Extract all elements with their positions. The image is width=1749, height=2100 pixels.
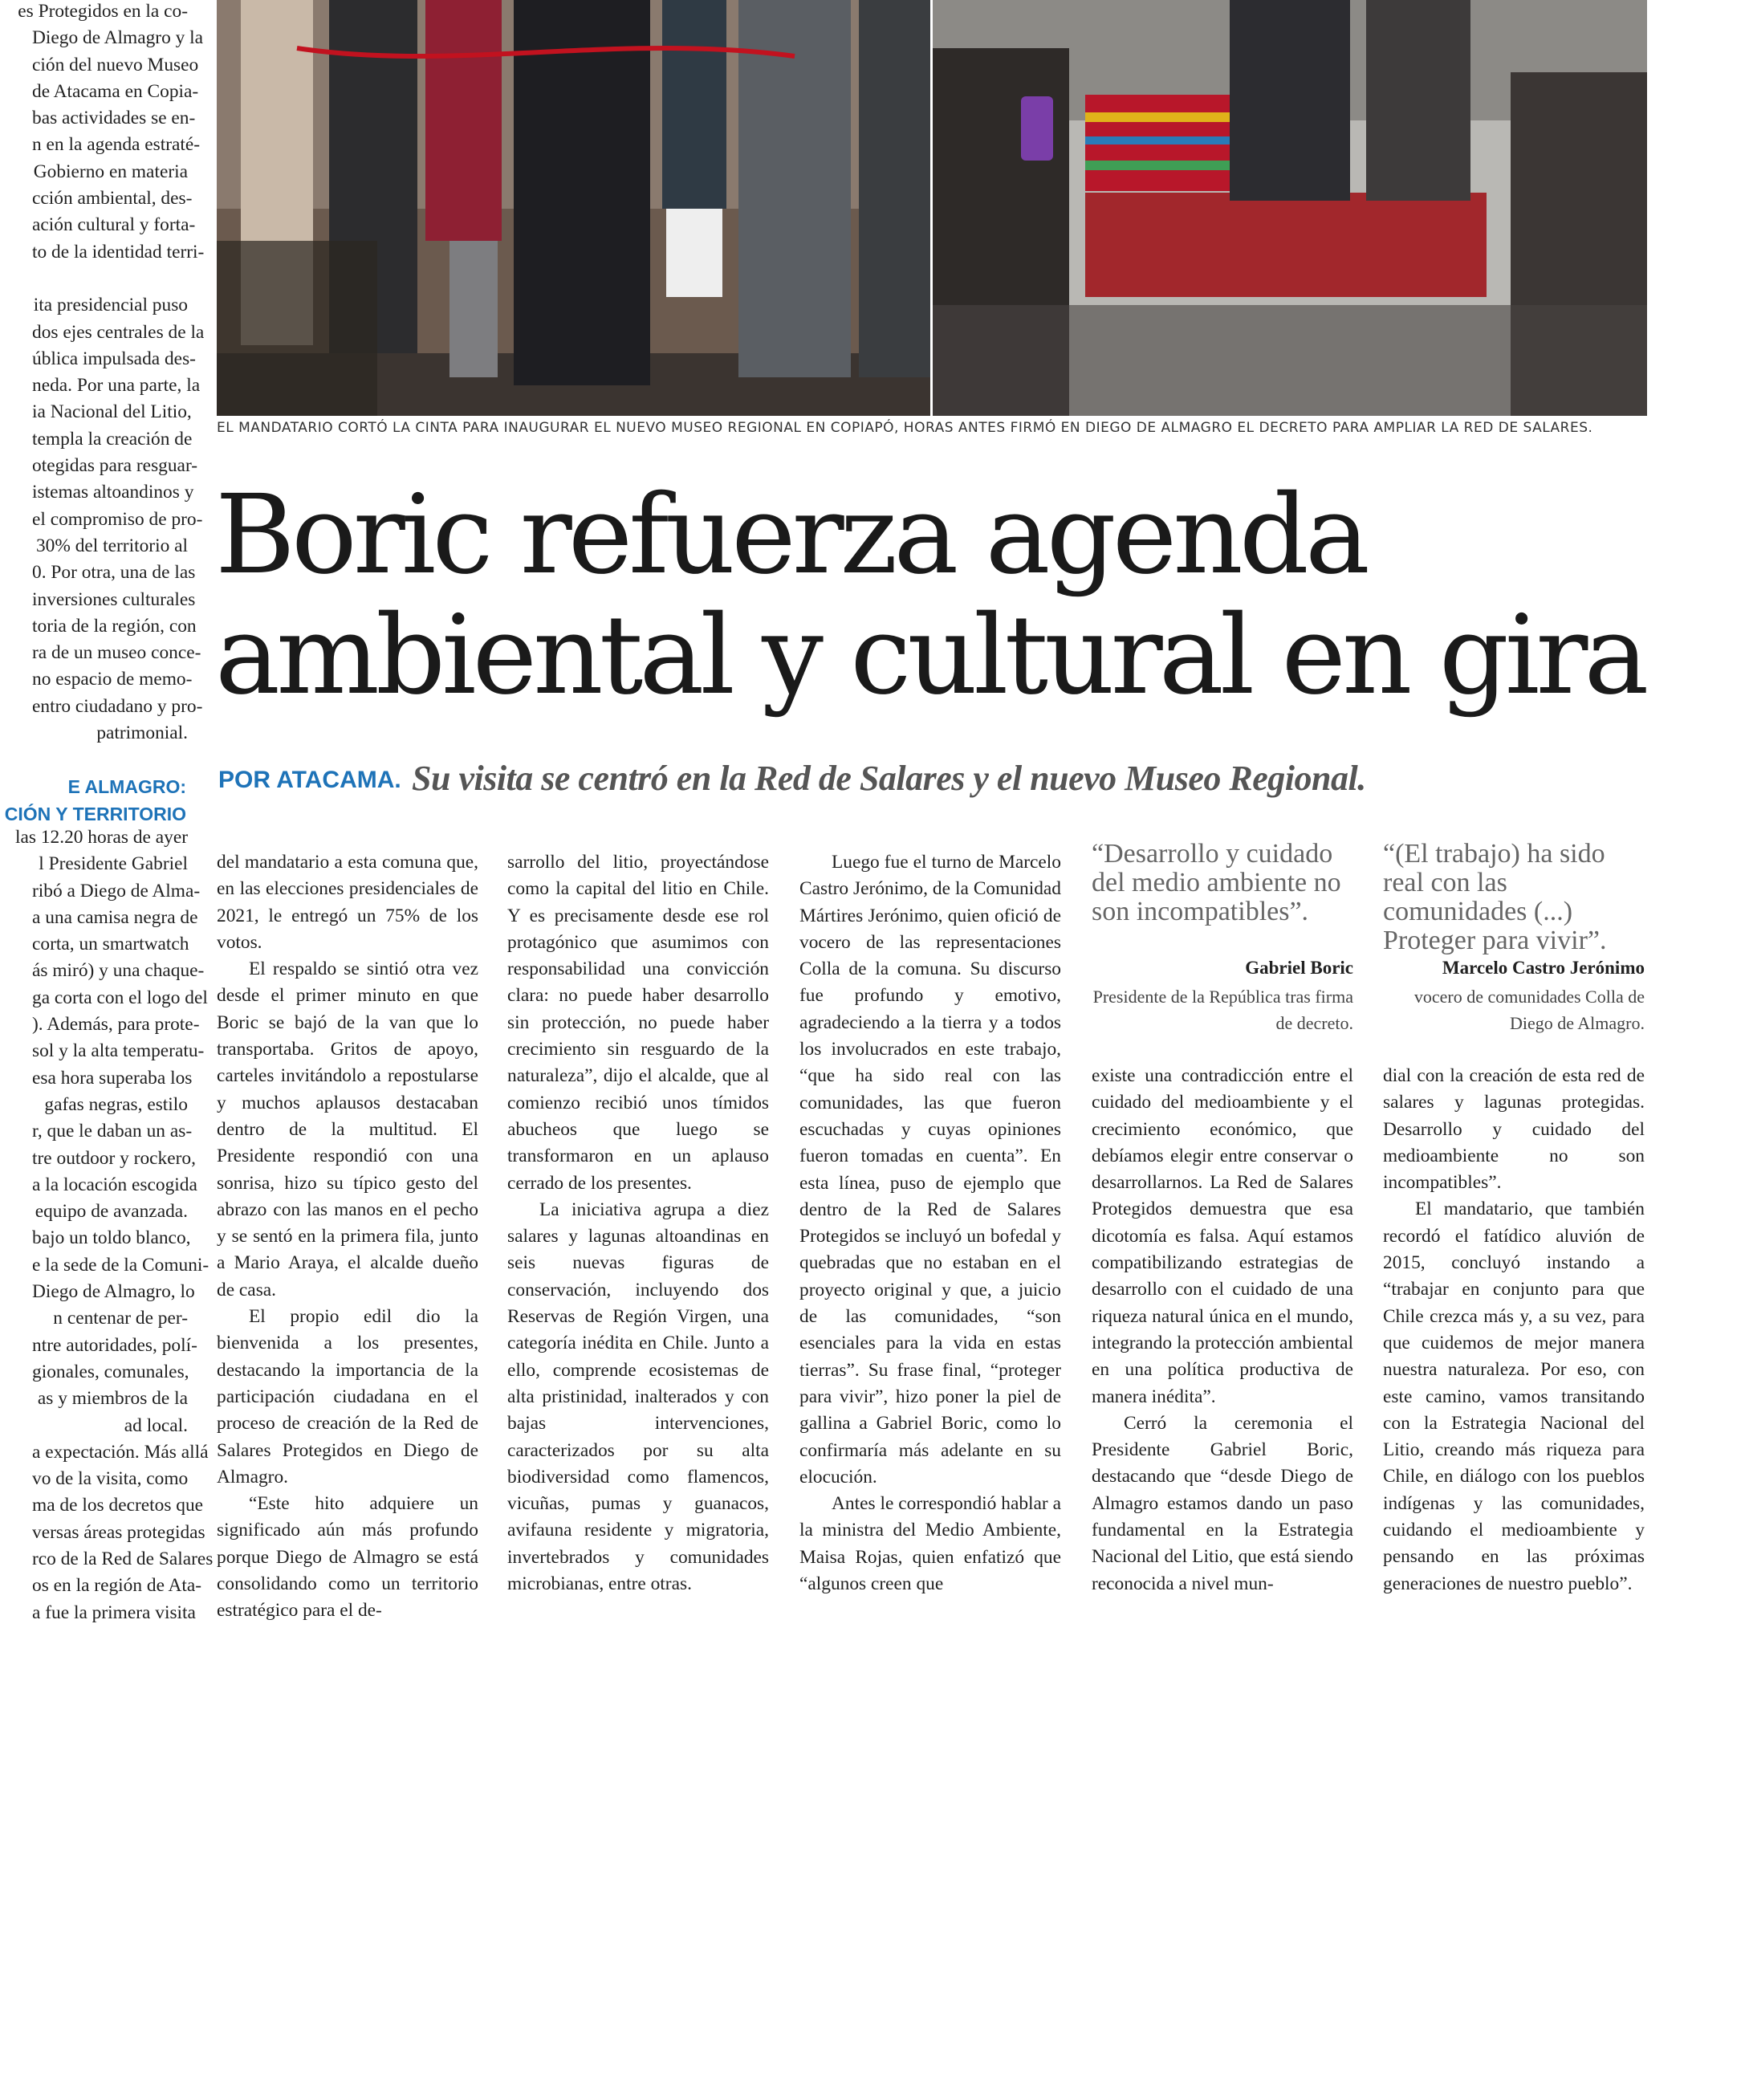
left-column-line: inversiones culturales (32, 588, 196, 610)
pull-quote-role: Presidente de la República tras firma de decreto. (1092, 987, 1353, 1033)
paragraph: Cerró la ceremonia el Presidente Gabriel Boric, destacando que “desde Diego de Almagro estamos dando un paso fundamental en la Estrategia Nacional del Litio, que está siendo reconocida a nivel mun- (1092, 1412, 1353, 1594)
left-column-line: a fue la primera visita (32, 1601, 196, 1623)
headline (215, 472, 1692, 719)
left-column-line: l Presidente Gabriel (39, 853, 188, 875)
paragraph: El respaldo se sintió otra vez desde el primer minuto en que Boric se bajó de la van que lo transportaba. Gritos de apoyo, carteles invitándolo a repostularse y muchos aplausos destacaban dentro de la multitud. El Presidente respondió con una sonrisa, hizo su típico gesto del abrazo con las manos en el pecho y se sentó en la primera fila, junto a Mario Araya, el alcalde dueño de casa. (217, 958, 478, 1300)
left-column-line: toria de la región, con (32, 615, 197, 637)
deck-subtitle: Su visita se centró en la Red de Salares y el nuevo Museo Regional. (412, 759, 1366, 798)
paragraph: El propio edil dio la bienvenida a los presentes, destacando la importancia de la participación ciudadana en el proceso de creación de la Red de Salares Protegidos en Diego de Almagro. (217, 1306, 478, 1488)
paragraph: Luego fue el turno de Marcelo Castro Jerónimo, de la Comunidad Mártires Jerónimo, quien ofició de vocero de las representaciones Colla de la comuna. Su discurso fue profundo y emotivo, agradeciendo a la tierra y a todos los involucrados en este trabajo, “que ha sido real con las comunidades, las que fueron escuchadas y cuyas opiniones fueron tomadas en cuenta”. En esta línea, puso de ejemplo que dentro de la Red de Salares Protegidos se incluyó un bofedal y quebradas que no estaban en el proyecto original y que, a juicio de las comunidades, “son esenciales para la vida en estas tierras”. Su frase final, “proteger para vivir”, hizo poner la piel de gallina a Gabriel Boric, como lo confirmaría más adelante en su elocución. (799, 852, 1061, 1488)
left-column-line: ntre autoridades, polí- (32, 1334, 197, 1356)
left-column-line: esa hora superaba los (32, 1067, 193, 1089)
pull-quote-name: Marcelo Castro Jerónimo (1442, 958, 1645, 978)
left-column-line: dos ejes centrales de la (32, 321, 205, 343)
left-column-line: versas áreas protegidas (32, 1521, 205, 1543)
headline-line-2: ambiental y cultural en gira (215, 592, 1645, 719)
left-column-line: es Protegidos en la co- (18, 1, 188, 22)
left-column-line (0, 266, 188, 292)
left-column-line: corta, un smartwatch (32, 934, 189, 955)
left-column-line: ública impulsada des- (32, 348, 196, 369)
left-column-line: gionales, comunales, (32, 1361, 189, 1382)
pull-quote-text: “(El trabajo) ha sido real con las comunidades (...) Proteger para vivir”. (1383, 839, 1607, 955)
paragraph: Antes le correspondió hablar a la ministra del Medio Ambiente, Maisa Rojas, quien enfatizó que “algunos creen que (799, 1493, 1061, 1595)
body-column-3 (799, 849, 1061, 1597)
left-column-line: ación cultural y forta- (32, 214, 196, 236)
left-column-line: 0. Por otra, una de las (32, 562, 196, 584)
left-column-line: a expectación. Más allá (32, 1441, 209, 1463)
left-column-line: e la sede de la Comuni- (32, 1254, 209, 1276)
left-column-line: ción del nuevo Museo (32, 54, 199, 75)
left-column-line: Diego de Almagro y la (32, 27, 204, 49)
left-column-line: n en la agenda estraté- (32, 134, 201, 156)
left-column-line: Diego de Almagro, lo (32, 1281, 195, 1303)
left-column-bottom (0, 824, 214, 1626)
paragraph: El mandatario, que también recordó el fatídico aluvión de 2015, concluyó instando a “trabajar en conjunto para que Chile crezca más y, a su vez, para que cuidemos de mejor manera nuestra naturaleza. Por eso, con este camino, vamos transitando con la Estrategia Nacional del Litio, creando más riqueza para Chile, en diálogo con los pueblos indígenas y las comunidades, cuidando el medioambiente y pensando en las próximas generaciones de nuestro pueblo”. (1383, 1199, 1645, 1594)
left-column-line: rco de la Red de Salares (32, 1549, 214, 1570)
body-column-1 (217, 849, 478, 1625)
left-column-line: as y miembros de la (37, 1388, 188, 1410)
left-column-line: a una camisa negra de (32, 906, 198, 928)
left-column-line: Gobierno en materia (33, 161, 188, 182)
left-column-line: ad local. (124, 1414, 188, 1436)
left-column-line: ia Nacional del Litio, (32, 401, 192, 423)
left-section-heading-line: E ALMAGRO: (67, 776, 186, 797)
left-column-line: tre outdoor y rockero, (32, 1147, 196, 1169)
left-column-line: ). Además, para prote- (32, 1014, 200, 1036)
left-column-line: ás miró) y una chaque- (32, 960, 205, 982)
paragraph: “Este hito adquiere un significado aún más profundo porque Diego de Almagro se está consolidando como un territorio estratégico para el de- (217, 1493, 478, 1622)
photo-decree-signing-illustration (933, 0, 1647, 416)
paragraph: del mandatario a esta comuna que, en las elecciones presidenciales de 2021, le entregó un 75% de los votos. (217, 852, 478, 953)
left-column-line: istemas altoandinos y (32, 482, 194, 503)
left-column-top (0, 0, 205, 747)
left-column-line: r, que le daban un as- (32, 1121, 193, 1142)
body-column-5 (1383, 1063, 1645, 1597)
left-column-line: n centenar de per- (53, 1308, 188, 1329)
left-column-line: el compromiso de pro- (32, 508, 203, 530)
body-column-2 (507, 849, 769, 1597)
headline-line-1: Boric refuerza agenda (215, 472, 1366, 599)
left-column-line: otegidas para resguar- (32, 455, 198, 477)
kicker: POR ATACAMA. (218, 767, 401, 793)
paragraph: La iniciativa agrupa a diez salares y lagunas altoandinas en seis nuevas figuras de conservación, incluyendo dos Reservas de Región Virgen, una categoría inédita en Chile. Junto a ello, comprende ecosistemas de alta pristinidad, inalterados y con bajas intervenciones, caracterizados por su alta biodiversidad como flamencos, vicuñas, pumas y guanacos, avifauna residente y migratoria, invertebrados y comunidades microbianas, entre otras. (507, 1199, 769, 1595)
left-column-line: neda. Por una parte, la (32, 375, 201, 397)
left-section-heading (0, 773, 186, 828)
left-column-line: 30% del territorio al (35, 535, 188, 556)
left-column-line: de Atacama en Copia- (32, 80, 199, 102)
photo-ribbon-cutting (217, 0, 930, 416)
left-column-line: to de la identidad terri- (32, 241, 205, 262)
left-column-line: ma de los decretos que (32, 1495, 204, 1516)
left-column-line: ita presidencial puso (33, 295, 188, 316)
left-column-line: ga corta con el logo del (32, 987, 208, 1008)
photo-caption: EL MANDATARIO CORTÓ LA CINTA PARA INAUGURAR EL NUEVO MUSEO REGIONAL EN COPIAPÓ, HORAS ANTES FIRMÓ EN DIEGO DE ALMAGRO EL DECRETO PARA AMPLIAR LA RED DE SALARES. (217, 420, 1593, 436)
left-column-line: patrimonial. (96, 722, 188, 744)
left-column-line: sol y la alta temperatu- (32, 1040, 205, 1062)
paragraph: existe una contradicción entre el cuidado del medioambiente y el crecimiento económico, que debíamos elegir entre conservar o desarrollarnos. La Red de Salares Protegidos demuestra que esa dicotomía es falsa. Aquí estamos compatibilizando estrategias de desarrollo con el cuidado de una riqueza natural única en el mundo, integrando la protección ambiental en una política productiva de manera inédita”. (1092, 1065, 1353, 1407)
left-column-line: las 12.20 horas de ayer (15, 827, 188, 848)
left-column-line: ra de un museo conce- (32, 642, 201, 664)
left-column-line: cción ambiental, des- (32, 188, 193, 210)
left-column-line: entro ciudadano y pro- (32, 695, 203, 717)
left-column-line: templa la creación de (32, 428, 193, 450)
pull-quote-role: vocero de comunidades Colla de Diego de Almagro. (1413, 987, 1645, 1033)
left-column-line: no espacio de memo- (32, 669, 193, 690)
left-column-line: bas actividades se en- (32, 108, 196, 129)
photo-decree-signing (933, 0, 1647, 416)
left-section-heading-line: CIÓN Y TERRITORIO (4, 804, 186, 824)
left-column-line: ribó a Diego de Alma- (32, 880, 201, 901)
left-column-line: os en la región de Ata- (32, 1575, 202, 1597)
left-column-line: a la locación escogida (32, 1174, 197, 1195)
body-column-4 (1092, 1063, 1353, 1597)
pull-quote-castro (1383, 840, 1648, 955)
pull-quote-boric (1092, 840, 1356, 926)
paragraph: sarrollo del litio, proyectándose como la capital del litio en Chile. Y es precisamente desde ese rol protagónico que asumimos con responsabilidad una convicción clara: no puede haber desarrollo sin protección, no puede haber crecimiento sin resguardo de la naturaleza”, dijo el alcalde, que al comienzo recibió unos tímidos abucheos que luego se transformaron en un aplauso cerrado de los presentes. (507, 852, 769, 1194)
left-column-line: bajo un toldo blanco, (32, 1227, 191, 1249)
left-column-line: vo de la visita, como (32, 1468, 189, 1490)
photo-ribbon-cutting-illustration (217, 0, 930, 416)
pull-quote-text: “Desarrollo y cuidado del medio ambiente no son incompatibles”. (1092, 839, 1341, 926)
paragraph: dial con la creación de esta red de salares y lagunas protegidas. Desarrollo y cuidado del medioambiente no son incompatibles”. (1383, 1065, 1645, 1194)
pull-quote-name: Gabriel Boric (1245, 958, 1353, 978)
left-column-line: equipo de avanzada. (35, 1201, 188, 1223)
left-column-line: gafas negras, estilo (44, 1093, 188, 1115)
